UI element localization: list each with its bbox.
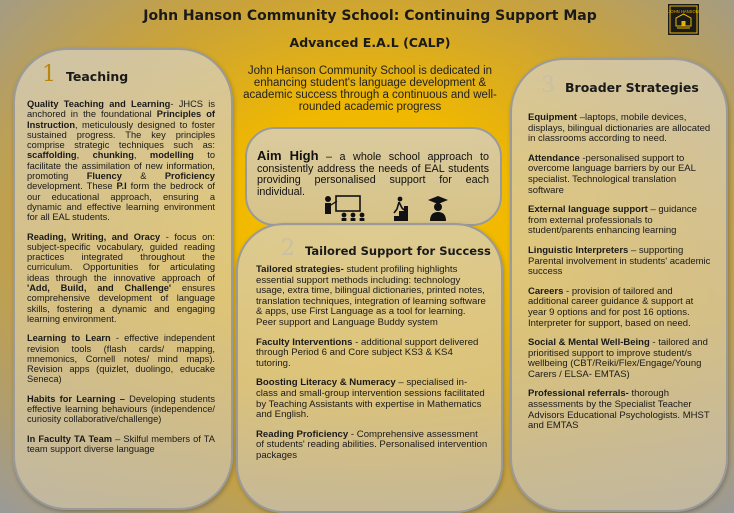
climbing-stairs-icon [394, 197, 408, 221]
broader-item: Social & Mental Well-Being - tailored and prioritised support to improve student/s wellbeing (CBT/Reiki/Flex/Engage/Young Carers / ELSA- EMTAS) [528, 337, 708, 380]
broader-item: Professional referrals- thorough assessments by the Specialist Teacher Advisors Educational Psychologists. MHST and EMTAS [528, 388, 710, 432]
teaching-content [27, 99, 215, 463]
teacher-icon [325, 196, 360, 214]
reading-writing-oracy-section: Reading, Writing, and Oracy - focus on: subject-specific vocabulary, guided reading practices integrated throughout the curriculum. Opportunities for articulating ideas through the innovative approach of 'Add, Build, and Challenge' ensures comprehensive development of language skills, fostering a dynamic and engaging learning environment. [27, 231, 215, 324]
students-group-icon [342, 213, 365, 221]
graduate-icon [428, 196, 448, 221]
habits-for-learning-section: Habits for Learning – Developing students effective learning behaviours (independence/ curiosity collaborative/challenge) [27, 393, 216, 425]
broader-number: 3 [541, 73, 555, 98]
broader-item: Attendance -personalised support to overcome language barriers by our EAL specialist. Technological translation software [528, 152, 696, 196]
intro-text: John Hanson Community School is dedicated in enhancing student's language development & academic success through a continuous and well-rounded academic progress [243, 65, 497, 113]
ta-team-section: In Faculty TA Team – Skilful members of TA team support diverse language [27, 433, 215, 454]
aim-icons [322, 193, 462, 221]
page-title: John Hanson Community School: Continuing Support Map [143, 8, 597, 24]
broader-item: Careers - provision of tailored and additional career guidance & support at year 9 options and for post 16 options. Interpreter for support, based on need. [528, 285, 694, 329]
tailored-number: 2 [281, 236, 295, 261]
logo-text: JOHN HANSON [668, 9, 699, 14]
tailored-item: Boosting Literacy & Numeracy – specialised in-class and small-group intervention sessions facilitated by Teaching Assistants with expertise in Mathematics and English. [256, 377, 485, 421]
teaching-title: Teaching [66, 69, 129, 84]
teaching-header [42, 62, 128, 87]
teaching-number: 1 [42, 62, 56, 87]
broader-content [528, 113, 713, 441]
broader-title: Broader Strategies [565, 80, 699, 95]
broader-item: Linguistic Interpreters – supporting Parental involvement in students' academic success [528, 244, 711, 278]
page-subtitle: Advanced E.A.L (CALP) [289, 35, 451, 50]
tailored-item: Reading Proficiency - Comprehensive assessment of students' reading abilities. Personalised intervention packages [256, 428, 488, 461]
school-crest-icon [668, 4, 699, 35]
tailored-title: Tailored Support for Success [305, 244, 491, 258]
quality-teaching-section: Quality Teaching and Learning- JHCS is anchored in the foundational Principles of Instruction, meticulously designed to foster sustained progress. The key principles comprise strategic techniques such as: scaffolding, chunking, modelling to facilitate the assimilation of new information, promoting Fluency & Proficiency development. These P.I form the bedrock of our educational approach, ensuring a dynamic and effective learning environment for all EAL students. [27, 99, 216, 223]
broader-item: Equipment –laptops, mobile devices, displays, bilingual dictionaries are allocated in classrooms according to need. [528, 112, 711, 145]
learning-to-learn-section: Learning to Learn - effective independent revision tools (flash cards/ mapping, mnemonics, Cornell notes/ mind maps). Revision apps (quizlet, duolingo, educake Seneca) [27, 333, 216, 385]
broader-header [541, 73, 699, 98]
tailored-header [281, 236, 491, 261]
tailored-item: Faculty Interventions - additional support delivered through Period 6 and Core subject KS3 & KS4 tutoring. [256, 336, 479, 369]
tailored-item: Tailored strategies- student profiling highlights essential support methods including: technology usage, extra time, bilingual dictionaries, printed notes, translation techniques, integration of learning software & apps, use First Language as a tool for learning. Peer support and Language Buddy system [256, 264, 486, 328]
tailored-content [256, 265, 488, 471]
broader-item: External language support – guidance from external professionals to student/parents enhancing learning [528, 204, 697, 237]
aim-high-text: Aim High – a whole school approach to consistently address the needs of EAL students providing personalised support for each individual. [257, 148, 489, 198]
